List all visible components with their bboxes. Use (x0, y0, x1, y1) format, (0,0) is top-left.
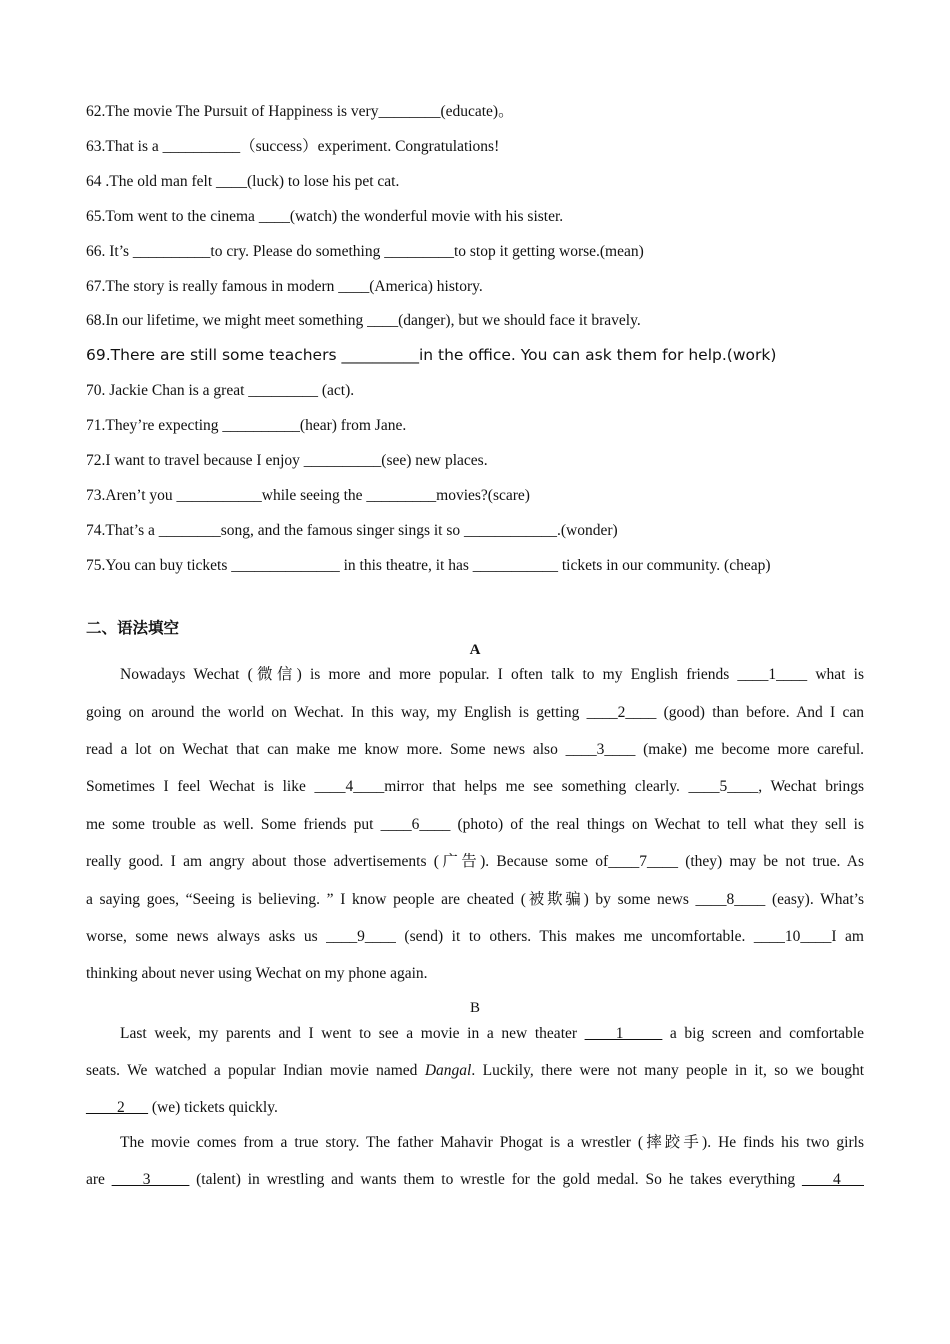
question-72: 72.I want to travel because I enjoy __________(see) new places. (86, 452, 488, 469)
question-74: 74.That’s a ________song, and the famous singer sings it so ____________.(wonder) (86, 522, 618, 539)
text-run: Last week, my parents and I went to see a movie in a new theater (120, 1025, 585, 1042)
passage-a-line: going on around the world on Wechat. In this way, my English is getting ____2____ (good) than before. And I can (86, 704, 864, 721)
passage-b-line (86, 1024, 864, 1044)
passage-a-line: thinking about never using Wechat on my phone again. (86, 965, 428, 982)
question-71: 71.They’re expecting __________(hear) from Jane. (86, 417, 407, 434)
question-69: 69.There are still some teachers __________in the office. You can ask them for help.(work) (86, 346, 777, 364)
passage-a-line: me some trouble as well. Some friends put ____6____ (photo) of the real things on Wechat to tell what they sell is (86, 816, 864, 833)
text-run: (we) tickets quickly. (148, 1099, 278, 1116)
passage-a-line: a saying goes, “Seeing is believing. ” I know people are cheated (被欺骗) by some news ____8____ (easy). What’s (86, 891, 864, 908)
question-66: 66. It’s __________to cry. Please do something _________to stop it getting worse.(mean) (86, 243, 644, 260)
text-run: . Luckily, there were not many people in it, so we bought (471, 1062, 864, 1079)
blank-1: ____1_____ (584, 1025, 663, 1042)
question-64: 64 .The old man felt ____(luck) to lose his pet cat. (86, 173, 400, 190)
blank-4: ____4___ (802, 1171, 864, 1188)
text-run: seats. We watched a popular Indian movie named (86, 1062, 425, 1079)
question-75: 75.You can buy tickets ______________ in this theatre, it has ___________ tickets in our community. (cheap) (86, 557, 771, 574)
question-70: 70. Jackie Chan is a great _________ (act). (86, 382, 355, 399)
passage-a-line: Sometimes I feel Wechat is like ____4____mirror that helps me see something clearly. ____5____, Wechat brings (86, 778, 864, 795)
blank-2: ____2___ (86, 1099, 148, 1116)
question-65: 65.Tom went to the cinema ____(watch) the wonderful movie with his sister. (86, 208, 564, 225)
question-73: 73.Aren’t you ___________while seeing the _________movies?(scare) (86, 487, 530, 504)
passage-a-line: really good. I am angry about those advertisements (广告). Because some of____7____ (they) may be not true. As (86, 853, 864, 870)
passage-a-line: worse, some news always asks us ____9____ (send) it to others. This makes me uncomfortable. ____10____I am (86, 928, 864, 945)
passage-b-label: B (469, 1000, 480, 1016)
question-68: 68.In our lifetime, we might meet something ____(danger), but we should face it bravely. (86, 312, 641, 329)
question-63: 63.That is a __________（success）experiment. Congratulations! (86, 138, 500, 155)
passage-b-line (86, 1061, 864, 1081)
text-run: (talent) in wrestling and wants them to wrestle for the gold medal. So he takes everything (196, 1171, 803, 1188)
section-title: 二、语法填空 (86, 619, 180, 637)
passage-b-line: The movie comes from a true story. The father Mahavir Phogat is a wrestler (摔跤手). He finds his two girls (120, 1134, 864, 1151)
question-62: 62.The movie The Pursuit of Happiness is very________(educate)。 (86, 103, 514, 120)
text-run: a big screen and comfortable (669, 1025, 864, 1042)
passage-b-line (86, 1098, 864, 1118)
question-67: 67.The story is really famous in modern ____(America) history. (86, 278, 483, 295)
text-run: are (86, 1171, 112, 1188)
passage-a-label: A (469, 642, 481, 658)
movie-title: Dangal (424, 1062, 472, 1079)
passage-a-line: read a lot on Wechat that can make me know more. Some news also ____3____ (make) me become more careful. (86, 741, 864, 758)
passage-b-line (86, 1170, 864, 1190)
blank-3: ____3_____ (111, 1171, 190, 1188)
passage-a-line: Nowadays Wechat (微信) is more and more popular. I often talk to my English friends ____1____ what is (120, 666, 864, 683)
